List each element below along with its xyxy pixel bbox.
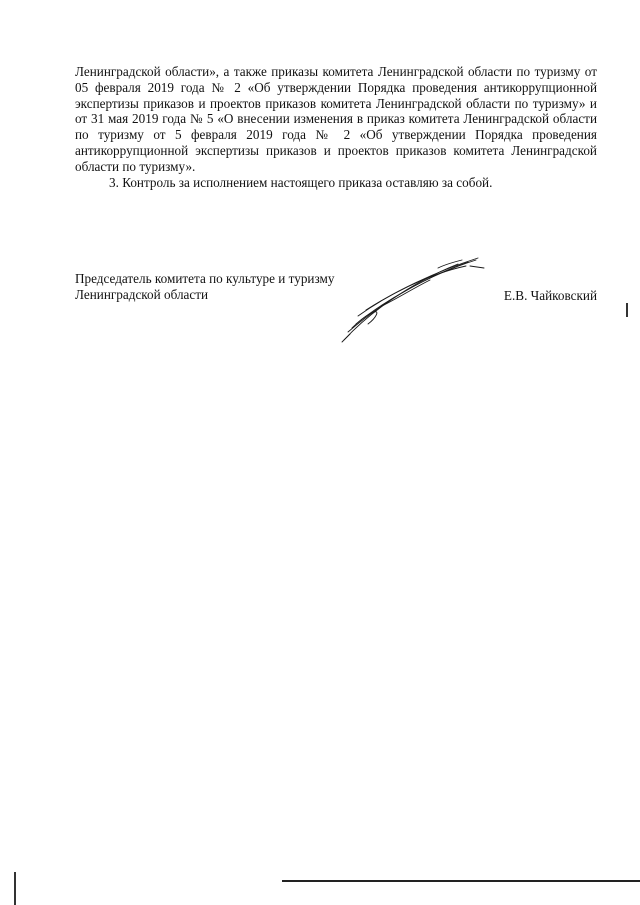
document-body: [75, 64, 597, 190]
signer-position-line-1: Председатель комитета по культуре и туризму: [75, 271, 335, 286]
handwritten-signature-icon: [338, 254, 488, 344]
left-margin-mark: [14, 872, 16, 905]
signer-name: Е.В. Чайковский: [503, 288, 597, 303]
right-margin-mark: [626, 303, 628, 317]
signer-position-line-2: Ленинградской области: [75, 287, 209, 302]
paragraph-continuation: Ленинградской области», а также приказы комитета Ленинградской области по туризму от 05 февраля 2019 года № 2 «Об утверждении Порядка проведения антикоррупционной экспертизы приказов и проектов приказов комитета Ленинградской области по туризму» и от 31 мая 2019 года № 5 «О внесении изменения в приказ комитета Ленинградской области по туризму от 5 февраля 2019 года № 2 «Об утверждении Порядка проведения антикоррупционной экспертизы приказов и проектов приказов комитета Ленинградской области по туризму».: [75, 64, 597, 174]
paragraph-3: 3. Контроль за исполнением настоящего приказа оставляю за собой.: [109, 174, 493, 190]
signer-position: [75, 271, 334, 303]
bottom-rule: [282, 880, 640, 882]
